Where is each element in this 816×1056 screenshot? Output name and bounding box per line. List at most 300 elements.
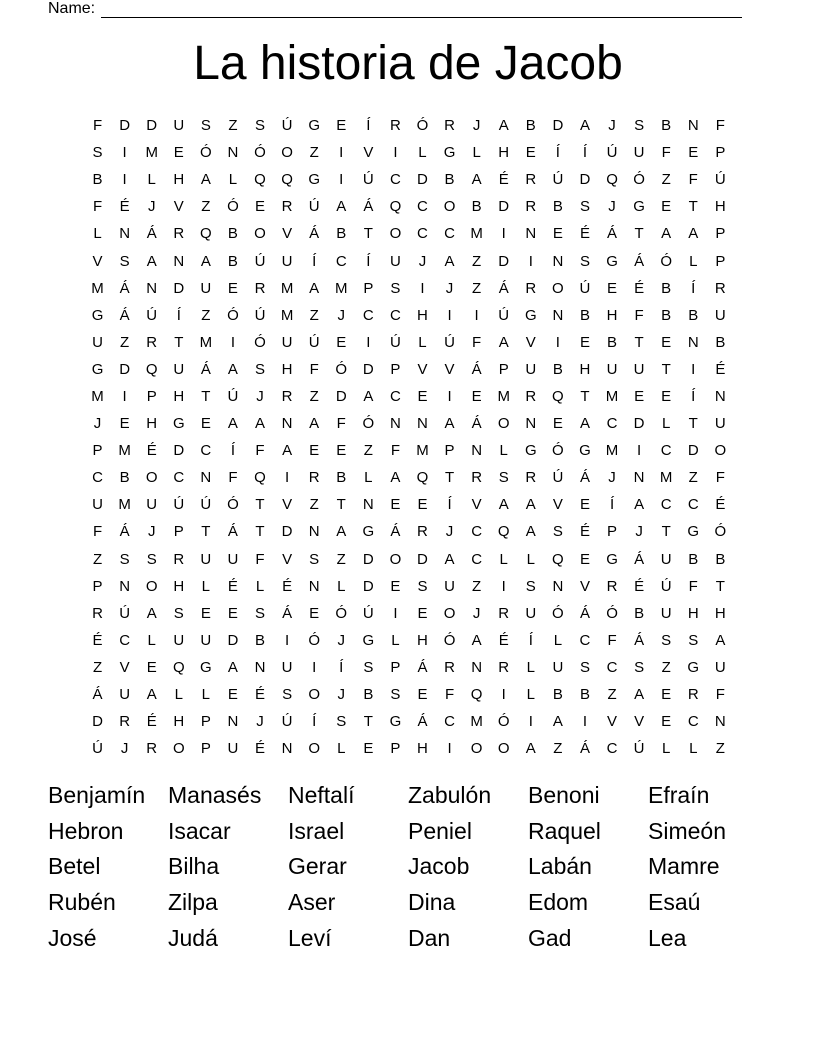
grid-letter: Ú bbox=[308, 333, 320, 351]
grid-letter: O bbox=[470, 740, 483, 758]
grid-letter: J bbox=[608, 469, 616, 487]
grid-letter: E bbox=[471, 387, 482, 405]
grid-letter: Ú bbox=[633, 740, 645, 758]
grid-letter: S bbox=[390, 279, 401, 297]
grid-letter: U bbox=[714, 658, 726, 676]
grid-letter: N bbox=[417, 415, 428, 433]
grid-letter: E bbox=[579, 333, 590, 351]
grid-letter: T bbox=[201, 387, 211, 405]
grid-letter: T bbox=[634, 333, 644, 351]
grid-letter: B bbox=[119, 469, 130, 487]
grid-letter: I bbox=[501, 686, 506, 704]
grid-letter: R bbox=[444, 117, 455, 135]
grid-letter: Í bbox=[691, 279, 696, 297]
grid-letter: V bbox=[444, 360, 455, 378]
grid-letter: R bbox=[173, 550, 185, 568]
grid-letter: Á bbox=[200, 360, 211, 378]
grid-letter: N bbox=[227, 713, 239, 731]
grid-letter: É bbox=[715, 496, 726, 514]
grid-letter: U bbox=[281, 252, 293, 270]
name-underline bbox=[101, 2, 742, 18]
grid-letter: S bbox=[336, 713, 347, 731]
grid-letter: D bbox=[119, 117, 131, 135]
grid-letter: N bbox=[173, 252, 185, 270]
word-bank-item: Edom bbox=[528, 889, 589, 916]
grid-letter: Z bbox=[309, 306, 319, 324]
grid-letter: R bbox=[281, 387, 293, 405]
grid-letter: Q bbox=[389, 198, 402, 216]
grid-letter: Q bbox=[172, 658, 185, 676]
grid-letter: E bbox=[227, 686, 238, 704]
grid-letter: P bbox=[715, 225, 726, 243]
grid-letter: B bbox=[688, 550, 699, 568]
grid-letter: E bbox=[363, 740, 374, 758]
grid-letter: N bbox=[254, 658, 266, 676]
grid-letter: N bbox=[525, 225, 537, 243]
word-bank-item: Zilpa bbox=[168, 889, 218, 916]
word-bank-item: Jacob bbox=[408, 853, 470, 880]
grid-letter: Q bbox=[497, 523, 510, 541]
grid-letter: Á bbox=[227, 523, 238, 541]
grid-letter: Á bbox=[607, 225, 618, 243]
grid-letter: F bbox=[92, 523, 103, 541]
grid-letter: U bbox=[281, 658, 293, 676]
grid-letter: I bbox=[122, 171, 127, 189]
grid-letter: V bbox=[417, 360, 428, 378]
grid-letter: Q bbox=[200, 225, 212, 243]
grid-letter: D bbox=[92, 713, 103, 731]
grid-letter: S bbox=[200, 117, 211, 135]
grid-letter: Ú bbox=[281, 117, 293, 135]
grid-letter: Á bbox=[309, 225, 320, 243]
grid-letter: L bbox=[418, 144, 427, 162]
grid-letter: A bbox=[498, 117, 509, 135]
grid-letter: Ó bbox=[443, 631, 456, 649]
grid-letter: A bbox=[146, 252, 157, 270]
grid-letter: E bbox=[607, 279, 618, 297]
grid-letter: U bbox=[227, 740, 239, 758]
grid-row bbox=[84, 437, 734, 464]
grid-letter: J bbox=[147, 523, 156, 541]
grid-letter: L bbox=[418, 333, 427, 351]
grid-letter: Q bbox=[254, 469, 266, 487]
grid-letter: H bbox=[714, 604, 726, 622]
grid-letter: R bbox=[687, 686, 699, 704]
grid-letter: V bbox=[119, 658, 130, 676]
grid-letter: Á bbox=[498, 279, 509, 297]
grid-letter: J bbox=[472, 604, 481, 622]
grid-letter: U bbox=[714, 306, 726, 324]
grid-letter: A bbox=[336, 198, 347, 216]
grid-letter: U bbox=[389, 252, 401, 270]
grid-letter: G bbox=[91, 360, 104, 378]
grid-letter: D bbox=[281, 523, 293, 541]
grid-letter: D bbox=[173, 442, 185, 460]
grid-letter: Ú bbox=[660, 577, 672, 595]
grid-letter: O bbox=[714, 442, 727, 460]
grid-letter: U bbox=[552, 658, 564, 676]
grid-row bbox=[84, 491, 734, 518]
grid-letter: Ú bbox=[552, 469, 564, 487]
grid-letter: Z bbox=[92, 658, 103, 676]
grid-letter: D bbox=[227, 631, 239, 649]
grid-letter: E bbox=[227, 604, 238, 622]
grid-letter: J bbox=[256, 387, 264, 405]
grid-letter: Ó bbox=[335, 360, 348, 378]
grid-letter: Ó bbox=[227, 198, 239, 216]
grid-letter: F bbox=[715, 117, 725, 135]
grid-letter: Z bbox=[553, 740, 563, 758]
grid-letter: N bbox=[633, 469, 645, 487]
grid-letter: T bbox=[255, 523, 265, 541]
grid-letter: F bbox=[92, 117, 103, 135]
grid-letter: R bbox=[281, 198, 293, 216]
grid-letter: S bbox=[282, 686, 293, 704]
grid-row bbox=[84, 247, 734, 274]
grid-letter: Í bbox=[555, 144, 560, 162]
grid-letter: F bbox=[92, 198, 103, 216]
grid-letter: I bbox=[285, 469, 290, 487]
grid-letter: H bbox=[606, 306, 618, 324]
grid-letter: M bbox=[605, 387, 619, 405]
grid-letter: L bbox=[499, 442, 508, 460]
grid-letter: C bbox=[444, 713, 455, 731]
grid-letter: D bbox=[417, 171, 428, 189]
grid-letter: U bbox=[92, 333, 103, 351]
grid-letter: N bbox=[471, 658, 483, 676]
grid-letter: S bbox=[92, 144, 103, 162]
grid-letter: E bbox=[255, 198, 266, 216]
word-bank-item: Benoni bbox=[528, 782, 600, 809]
grid-letter: V bbox=[92, 252, 103, 270]
grid-letter: U bbox=[633, 144, 645, 162]
grid-letter: R bbox=[525, 171, 537, 189]
grid-letter: P bbox=[715, 144, 726, 162]
grid-letter: Z bbox=[201, 198, 211, 216]
grid-letter: A bbox=[444, 550, 455, 568]
grid-letter: O bbox=[443, 198, 456, 216]
grid-letter: D bbox=[146, 117, 158, 135]
grid-letter: S bbox=[552, 523, 563, 541]
grid-letter: B bbox=[579, 686, 590, 704]
grid-letter: E bbox=[390, 577, 401, 595]
grid-letter: Ó bbox=[714, 523, 727, 541]
grid-letter: U bbox=[200, 279, 212, 297]
grid-letter: L bbox=[526, 550, 535, 568]
grid-letter: E bbox=[525, 144, 536, 162]
grid-row bbox=[84, 708, 734, 735]
grid-letter: N bbox=[119, 577, 131, 595]
grid-letter: B bbox=[336, 469, 347, 487]
grid-letter: L bbox=[472, 144, 481, 162]
grid-letter: A bbox=[471, 171, 482, 189]
grid-letter: G bbox=[443, 144, 456, 162]
grid-letter: U bbox=[660, 604, 672, 622]
word-bank-item: Betel bbox=[48, 853, 101, 880]
grid-letter: Í bbox=[176, 306, 181, 324]
grid-letter: S bbox=[119, 550, 130, 568]
grid-letter: I bbox=[447, 740, 452, 758]
grid-row bbox=[84, 573, 734, 600]
grid-letter: G bbox=[524, 306, 537, 324]
grid-letter: Z bbox=[715, 740, 725, 758]
word-search-grid bbox=[84, 112, 734, 762]
grid-letter: Z bbox=[688, 469, 698, 487]
grid-letter: A bbox=[200, 252, 211, 270]
grid-letter: H bbox=[498, 144, 510, 162]
grid-letter: Á bbox=[119, 306, 130, 324]
grid-row bbox=[84, 383, 734, 410]
grid-letter: S bbox=[146, 550, 157, 568]
grid-letter: R bbox=[471, 469, 483, 487]
grid-letter: J bbox=[608, 117, 616, 135]
grid-letter: D bbox=[417, 550, 428, 568]
grid-letter: R bbox=[525, 469, 537, 487]
grid-letter: O bbox=[281, 144, 293, 162]
grid-letter: Ú bbox=[362, 604, 374, 622]
grid-letter: Z bbox=[363, 442, 373, 460]
grid-letter: O bbox=[172, 740, 185, 758]
grid-letter: E bbox=[173, 144, 184, 162]
grid-letter: T bbox=[634, 225, 644, 243]
grid-letter: Ú bbox=[606, 144, 618, 162]
grid-letter: Ó bbox=[227, 496, 239, 514]
grid-letter: S bbox=[119, 252, 130, 270]
grid-letter: U bbox=[660, 550, 672, 568]
grid-letter: M bbox=[91, 279, 104, 297]
grid-row bbox=[84, 220, 734, 247]
word-bank-item: Efraín bbox=[648, 782, 710, 809]
grid-letter: E bbox=[417, 604, 428, 622]
grid-letter: H bbox=[417, 631, 428, 649]
grid-letter: Á bbox=[579, 469, 590, 487]
grid-letter: V bbox=[173, 198, 184, 216]
grid-letter: C bbox=[660, 442, 672, 460]
grid-letter: C bbox=[660, 496, 672, 514]
grid-letter: Í bbox=[366, 252, 371, 270]
grid-letter: B bbox=[661, 117, 672, 135]
grid-letter: V bbox=[634, 713, 645, 731]
grid-letter: C bbox=[687, 713, 699, 731]
grid-letter: É bbox=[92, 631, 103, 649]
grid-letter: H bbox=[173, 713, 185, 731]
grid-letter: M bbox=[659, 469, 673, 487]
grid-letter: U bbox=[281, 333, 293, 351]
grid-letter: U bbox=[444, 577, 455, 595]
word-bank-item: Zabulón bbox=[408, 782, 492, 809]
grid-letter: R bbox=[525, 198, 537, 216]
grid-letter: L bbox=[174, 686, 183, 704]
word-bank bbox=[48, 778, 768, 956]
grid-letter: Í bbox=[312, 252, 317, 270]
grid-letter: R bbox=[714, 279, 726, 297]
grid-letter: O bbox=[497, 740, 510, 758]
grid-letter: N bbox=[552, 577, 564, 595]
grid-letter: Ú bbox=[308, 198, 320, 216]
grid-letter: B bbox=[688, 306, 699, 324]
grid-letter: M bbox=[416, 442, 429, 460]
grid-letter: Á bbox=[119, 523, 130, 541]
grid-letter: H bbox=[173, 577, 185, 595]
grid-letter: E bbox=[227, 279, 238, 297]
grid-letter: I bbox=[555, 333, 560, 351]
grid-letter: L bbox=[499, 550, 508, 568]
grid-letter: P bbox=[444, 442, 455, 460]
grid-letter: T bbox=[715, 577, 725, 595]
grid-letter: E bbox=[200, 604, 211, 622]
grid-letter: Í bbox=[528, 631, 533, 649]
grid-letter: E bbox=[417, 686, 428, 704]
grid-letter: B bbox=[525, 117, 536, 135]
grid-letter: A bbox=[146, 686, 157, 704]
grid-letter: R bbox=[498, 604, 510, 622]
grid-letter: M bbox=[280, 306, 294, 324]
grid-letter: E bbox=[309, 442, 320, 460]
grid-letter: A bbox=[309, 415, 320, 433]
grid-letter: O bbox=[308, 740, 320, 758]
grid-letter: C bbox=[119, 631, 131, 649]
grid-letter: M bbox=[199, 333, 213, 351]
word-bank-row bbox=[48, 920, 768, 956]
grid-letter: V bbox=[607, 713, 618, 731]
grid-letter: F bbox=[390, 442, 400, 460]
grid-letter: R bbox=[389, 117, 401, 135]
grid-letter: E bbox=[336, 333, 347, 351]
grid-letter: O bbox=[254, 225, 266, 243]
grid-letter: B bbox=[227, 252, 238, 270]
grid-letter: I bbox=[393, 144, 398, 162]
grid-letter: I bbox=[122, 144, 127, 162]
grid-letter: P bbox=[607, 523, 618, 541]
grid-row bbox=[84, 681, 734, 708]
grid-letter: E bbox=[661, 686, 672, 704]
grid-letter: D bbox=[335, 387, 347, 405]
grid-letter: É bbox=[227, 577, 238, 595]
grid-letter: M bbox=[497, 387, 510, 405]
grid-letter: N bbox=[227, 144, 239, 162]
grid-letter: N bbox=[525, 415, 537, 433]
grid-letter: A bbox=[444, 415, 455, 433]
grid-letter: Z bbox=[472, 279, 482, 297]
grid-letter: M bbox=[118, 496, 131, 514]
grid-letter: Q bbox=[416, 469, 429, 487]
grid-letter: M bbox=[470, 225, 483, 243]
grid-row bbox=[84, 193, 734, 220]
word-bank-item: Israel bbox=[288, 817, 345, 844]
grid-letter: R bbox=[444, 658, 455, 676]
grid-letter: G bbox=[606, 252, 618, 270]
grid-letter: D bbox=[579, 171, 591, 189]
grid-letter: G bbox=[200, 658, 212, 676]
grid-letter: D bbox=[362, 577, 374, 595]
grid-letter: N bbox=[714, 387, 726, 405]
word-bank-item: Raquel bbox=[528, 817, 601, 844]
grid-letter: Q bbox=[552, 550, 564, 568]
grid-letter: G bbox=[687, 523, 700, 541]
grid-letter: T bbox=[363, 713, 373, 731]
grid-letter: S bbox=[525, 577, 536, 595]
grid-letter: I bbox=[501, 225, 506, 243]
grid-letter: F bbox=[336, 415, 346, 433]
grid-letter: E bbox=[119, 415, 130, 433]
grid-row bbox=[84, 112, 734, 139]
grid-letter: N bbox=[687, 333, 699, 351]
grid-letter: N bbox=[281, 740, 293, 758]
grid-letter: I bbox=[528, 252, 533, 270]
grid-letter: J bbox=[635, 523, 643, 541]
word-bank-row bbox=[48, 885, 768, 921]
grid-letter: P bbox=[146, 387, 157, 405]
grid-letter: J bbox=[445, 279, 454, 297]
grid-letter: J bbox=[120, 740, 129, 758]
grid-letter: Á bbox=[363, 198, 374, 216]
grid-letter: Í bbox=[230, 442, 236, 460]
word-bank-item: José bbox=[48, 924, 97, 951]
word-bank-row bbox=[48, 778, 768, 814]
grid-letter: J bbox=[337, 306, 345, 324]
grid-letter: R bbox=[606, 577, 618, 595]
grid-letter: Á bbox=[390, 523, 401, 541]
grid-letter: Z bbox=[228, 117, 238, 135]
name-label: Name: bbox=[48, 0, 96, 17]
word-bank-item: Isacar bbox=[168, 817, 231, 844]
grid-letter: Z bbox=[472, 252, 482, 270]
grid-letter: O bbox=[389, 225, 402, 243]
grid-letter: S bbox=[255, 117, 266, 135]
grid-letter: L bbox=[337, 740, 346, 758]
grid-letter: É bbox=[634, 279, 645, 297]
grid-letter: O bbox=[552, 279, 564, 297]
grid-letter: U bbox=[200, 550, 212, 568]
word-bank-item: Bilha bbox=[168, 853, 220, 880]
grid-letter: Ú bbox=[173, 496, 185, 514]
grid-letter: E bbox=[661, 713, 672, 731]
grid-letter: R bbox=[417, 523, 428, 541]
grid-letter: B bbox=[579, 306, 590, 324]
grid-letter: F bbox=[661, 144, 671, 162]
grid-letter: B bbox=[552, 360, 563, 378]
grid-letter: C bbox=[606, 658, 618, 676]
grid-letter: S bbox=[390, 686, 401, 704]
grid-letter: Í bbox=[691, 387, 696, 405]
grid-letter: Z bbox=[472, 577, 482, 595]
grid-letter: Í bbox=[339, 658, 344, 676]
grid-letter: J bbox=[337, 686, 345, 704]
grid-letter: B bbox=[661, 306, 672, 324]
grid-letter: H bbox=[687, 604, 699, 622]
grid-letter: D bbox=[119, 360, 131, 378]
grid-letter: F bbox=[607, 631, 617, 649]
grid-letter: L bbox=[337, 577, 346, 595]
grid-letter: H bbox=[173, 387, 185, 405]
grid-letter: A bbox=[552, 713, 563, 731]
grid-letter: U bbox=[714, 415, 726, 433]
grid-letter: Q bbox=[254, 171, 266, 189]
grid-letter: N bbox=[308, 523, 320, 541]
grid-letter: Q bbox=[145, 360, 158, 378]
grid-letter: L bbox=[391, 631, 400, 649]
word-bank-item: Gerar bbox=[288, 853, 347, 880]
grid-letter: É bbox=[255, 740, 266, 758]
grid-letter: T bbox=[255, 496, 265, 514]
grid-letter: G bbox=[633, 198, 645, 216]
grid-letter: Q bbox=[552, 387, 564, 405]
grid-letter: F bbox=[688, 577, 698, 595]
grid-letter: R bbox=[119, 713, 131, 731]
grid-letter: P bbox=[498, 360, 509, 378]
grid-letter: É bbox=[498, 631, 509, 649]
grid-letter: C bbox=[389, 387, 401, 405]
